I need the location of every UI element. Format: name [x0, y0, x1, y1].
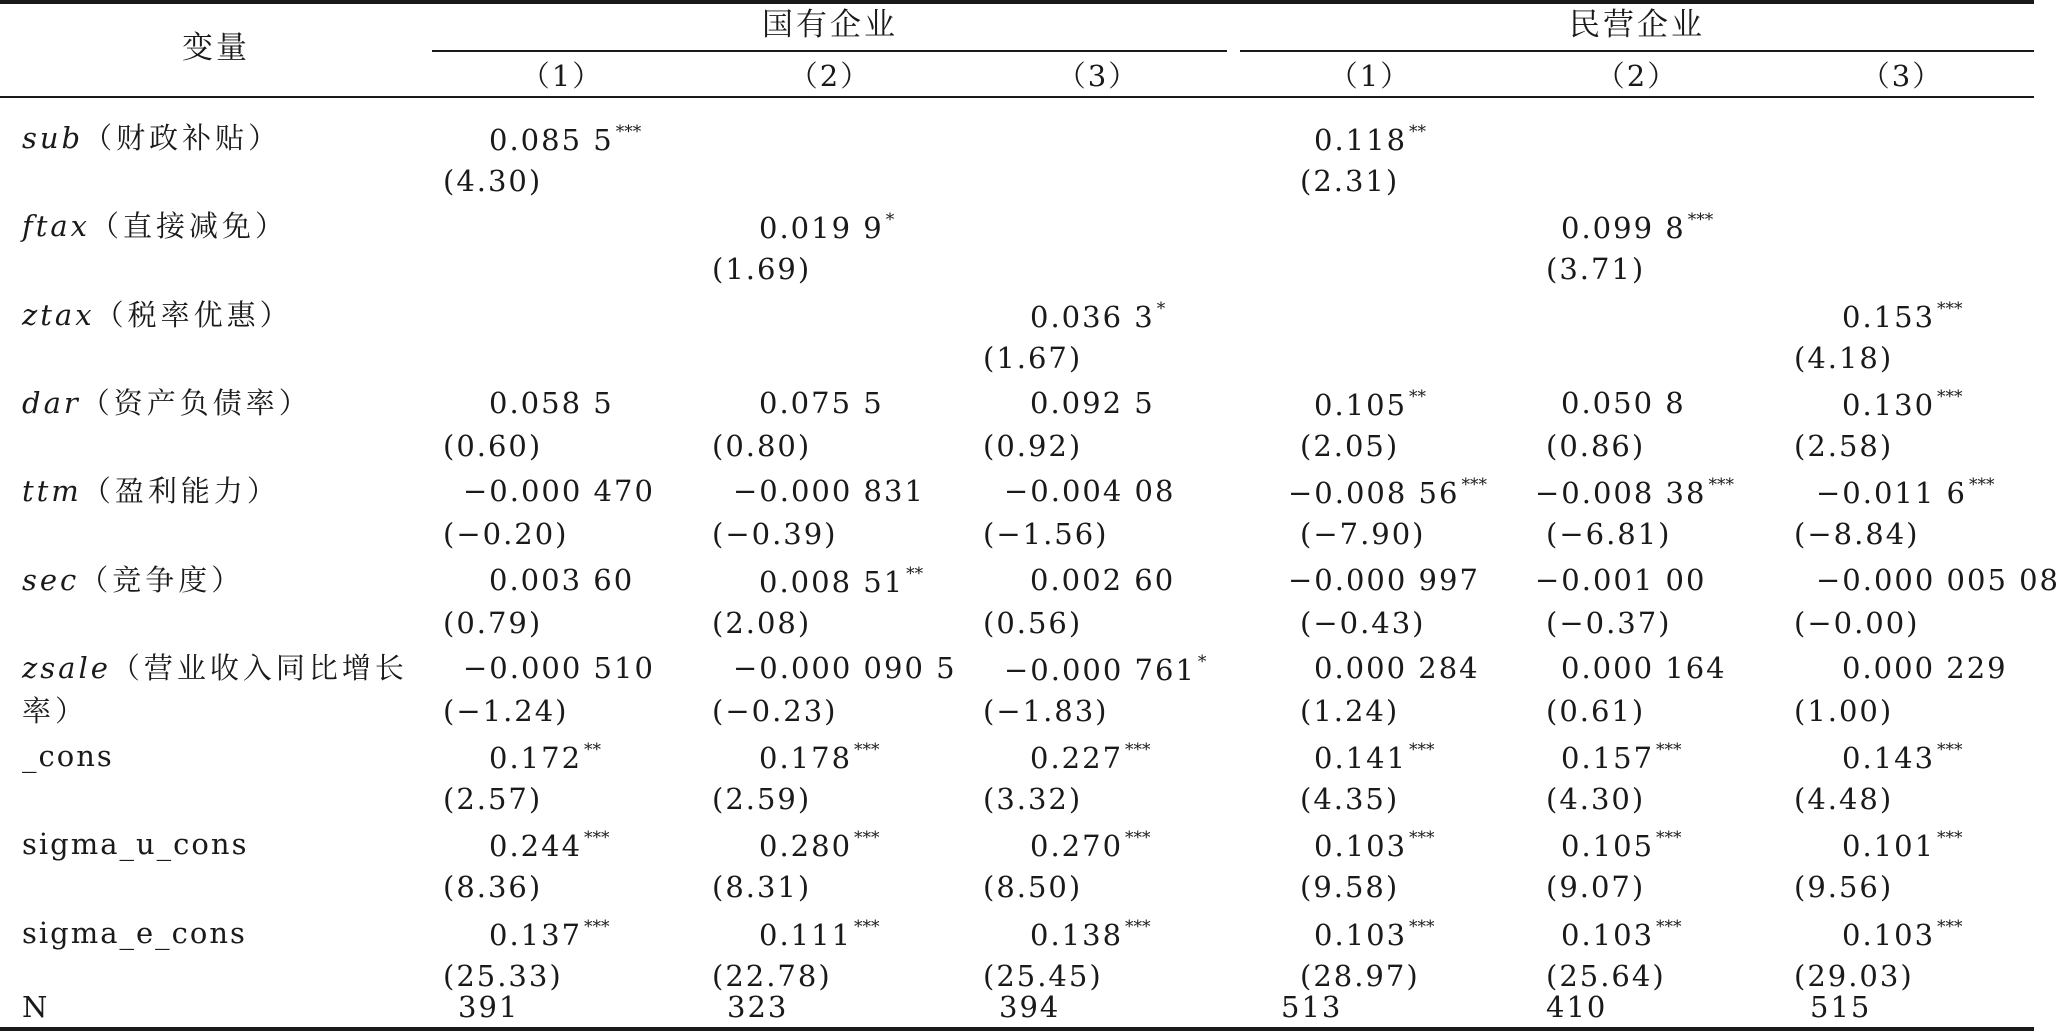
- variable-description: （税率优惠）: [94, 297, 293, 332]
- t-statistic: (4.35): [1300, 782, 1400, 817]
- variable-code: ttm: [22, 474, 82, 509]
- coefficient-value: 0.075 5: [759, 385, 884, 420]
- coefficient-value: −0.011 6 ***: [1816, 475, 1995, 511]
- t-statistic: (4.18): [1794, 340, 1894, 375]
- significance-stars: ***: [854, 740, 880, 761]
- variable-label: [22, 385, 312, 420]
- coefficient-value: 0.244 ***: [489, 828, 610, 864]
- t-statistic: (25.45): [983, 958, 1103, 993]
- significance-stars: ***: [1409, 740, 1435, 761]
- coefficient-value: 0.036 3 *: [1030, 298, 1166, 334]
- variable-description: （盈利能力）: [81, 474, 280, 509]
- significance-stars: ***: [1937, 916, 1963, 937]
- observations-count: 515: [1810, 990, 1872, 1024]
- group-header-private: 民营企业: [1569, 7, 1705, 43]
- significance-stars: *: [1197, 651, 1207, 672]
- t-statistic: (8.31): [712, 870, 812, 905]
- variable-code: sec: [22, 562, 80, 597]
- variable-label: _cons: [22, 739, 114, 774]
- t-statistic: (0.92): [983, 428, 1083, 463]
- t-statistic: (4.48): [1794, 782, 1894, 817]
- group-header-state: 国有企业: [762, 7, 898, 43]
- t-statistic: (2.08): [712, 605, 812, 640]
- coefficient-value: 0.105 ***: [1561, 828, 1682, 864]
- coefficient-value: 0.000 164: [1561, 650, 1727, 685]
- variable-description: （财政补贴）: [83, 121, 282, 155]
- significance-stars: ***: [1409, 916, 1435, 937]
- coefficient-value: 0.002 60: [1030, 562, 1176, 597]
- t-statistic: (−7.90): [1300, 517, 1426, 552]
- coefficient-value: 0.153 ***: [1842, 298, 1963, 334]
- significance-stars: ***: [1656, 916, 1682, 937]
- column-header: （2）: [1595, 59, 1679, 93]
- coefficient-value: 0.280 ***: [759, 828, 880, 864]
- significance-stars: ***: [584, 828, 610, 849]
- variable-code: ztax: [22, 297, 95, 332]
- t-statistic: (22.78): [712, 958, 832, 993]
- t-statistic: (0.56): [983, 605, 1083, 640]
- t-statistic: (9.56): [1794, 870, 1894, 905]
- significance-stars: ***: [1409, 828, 1435, 849]
- t-statistic: (−0.00): [1794, 605, 1920, 640]
- observations-count: 394: [999, 990, 1061, 1024]
- significance-stars: ***: [854, 916, 880, 937]
- variable-label: sigma_e_cons: [22, 915, 247, 950]
- t-statistic: (4.30): [1546, 782, 1646, 817]
- coefficient-value: −0.000 997: [1288, 562, 1480, 597]
- t-statistic: (0.61): [1546, 693, 1646, 728]
- significance-stars: ***: [1125, 916, 1151, 937]
- header-rule: [0, 96, 2034, 98]
- variable-code: ftax: [22, 209, 91, 244]
- t-statistic: (0.60): [443, 428, 543, 463]
- variable-description: （资产负债率）: [80, 385, 312, 420]
- coefficient-value: −0.000 831: [733, 474, 925, 509]
- coefficient-value: −0.000 761 *: [1004, 651, 1207, 687]
- coefficient-value: 0.058 5: [489, 385, 614, 420]
- coefficient-value: 0.111 ***: [759, 916, 880, 952]
- variable-label: [22, 650, 408, 685]
- coefficient-value: 0.172 **: [489, 740, 602, 776]
- significance-stars: ***: [1937, 386, 1963, 407]
- observations-count: 323: [727, 990, 789, 1024]
- t-statistic: (2.05): [1300, 428, 1400, 463]
- t-statistic: (−0.20): [443, 517, 569, 552]
- coefficient-value: 0.085 5 ***: [489, 122, 642, 157]
- coefficient-value: 0.157 ***: [1561, 740, 1682, 776]
- variable-label: [22, 474, 280, 509]
- t-statistic: (−0.43): [1300, 605, 1426, 640]
- significance-stars: *: [1156, 298, 1166, 319]
- t-statistic: (−1.83): [983, 693, 1109, 728]
- t-statistic: (3.32): [983, 782, 1083, 817]
- significance-stars: ***: [1687, 210, 1714, 231]
- coefficient-value: 0.000 284: [1314, 650, 1480, 685]
- t-statistic: (2.31): [1300, 164, 1400, 198]
- coefficient-value: 0.143 ***: [1842, 740, 1963, 776]
- t-statistic: (−6.81): [1546, 517, 1672, 552]
- coefficient-value: 0.008 51 **: [759, 563, 924, 599]
- coefficient-value: 0.103 ***: [1314, 916, 1435, 952]
- observations-count: 391: [458, 990, 520, 1024]
- t-statistic: (0.79): [443, 605, 543, 640]
- observations-count: 513: [1281, 990, 1343, 1024]
- coefficient-value: 0.103 ***: [1561, 916, 1682, 952]
- coefficient-value: 0.118 **: [1314, 122, 1427, 157]
- significance-stars: **: [584, 740, 602, 761]
- coefficient-value: 0.092 5: [1030, 385, 1155, 420]
- t-statistic: (−1.24): [443, 693, 569, 728]
- t-statistic: (9.58): [1300, 870, 1400, 905]
- variable-code: zsale: [22, 650, 111, 685]
- top-rule: [0, 0, 2034, 4]
- significance-stars: ***: [1708, 475, 1734, 496]
- group-rule-private: [1240, 50, 2034, 52]
- coefficient-value: −0.004 08: [1004, 474, 1176, 509]
- observations-label: N: [22, 990, 50, 1024]
- t-statistic: (2.59): [712, 782, 812, 817]
- variable-label: [22, 562, 245, 597]
- coefficient-value: 0.270 ***: [1030, 828, 1151, 864]
- coefficient-value: 0.101 ***: [1842, 828, 1963, 864]
- significance-stars: ***: [1656, 828, 1682, 849]
- variable-label-continued: 率）: [22, 693, 89, 728]
- significance-stars: ***: [615, 122, 642, 142]
- t-statistic: (2.58): [1794, 428, 1894, 463]
- t-statistic: (1.69): [712, 252, 812, 287]
- coefficient-value: 0.019 9 *: [759, 210, 895, 246]
- column-header: （1）: [1328, 59, 1412, 93]
- significance-stars: ***: [1125, 828, 1151, 849]
- coefficient-value: −0.000 005 08: [1816, 562, 2060, 597]
- group-rule-state: [432, 50, 1227, 52]
- t-statistic: (0.86): [1546, 428, 1646, 463]
- column-header: （3）: [1056, 59, 1140, 93]
- significance-stars: ***: [1937, 740, 1963, 761]
- coefficient-value: 0.138 ***: [1030, 916, 1151, 952]
- t-statistic: (8.36): [443, 870, 543, 905]
- coefficient-value: 0.178 ***: [759, 740, 880, 776]
- coefficient-value: −0.000 510: [463, 650, 655, 685]
- coefficient-value: −0.008 38 ***: [1535, 475, 1734, 511]
- significance-stars: ***: [584, 916, 610, 937]
- coefficient-value: 0.003 60: [489, 562, 635, 597]
- significance-stars: **: [906, 563, 924, 584]
- coefficient-value: −0.000 470: [463, 474, 655, 509]
- t-statistic: (25.64): [1546, 958, 1666, 993]
- coefficient-value: −0.008 56 ***: [1288, 475, 1487, 511]
- t-statistic: (0.80): [712, 428, 812, 463]
- variable-label: [22, 209, 289, 244]
- observations-count: 410: [1546, 990, 1608, 1024]
- bottom-rule: [0, 1027, 2034, 1031]
- significance-stars: **: [1409, 122, 1427, 142]
- coefficient-value: 0.103 ***: [1842, 916, 1963, 952]
- t-statistic: (−0.37): [1546, 605, 1672, 640]
- column-header: （3）: [1860, 59, 1944, 93]
- variable-code: dar: [22, 385, 81, 420]
- t-statistic: (25.33): [443, 958, 563, 993]
- significance-stars: ***: [1656, 740, 1682, 761]
- coefficient-value: 0.099 8 ***: [1561, 210, 1714, 246]
- significance-stars: ***: [1125, 740, 1151, 761]
- coefficient-value: 0.137 ***: [489, 916, 610, 952]
- coefficient-value: 0.141 ***: [1314, 740, 1435, 776]
- significance-stars: ***: [1937, 298, 1963, 319]
- variable-description: （竞争度）: [79, 562, 245, 597]
- column-header: （1）: [520, 59, 604, 93]
- coefficient-value: −0.001 00: [1535, 562, 1707, 597]
- significance-stars: *: [885, 210, 895, 231]
- t-statistic: (3.71): [1546, 252, 1646, 287]
- variable-description: （直接减免）: [90, 209, 289, 244]
- t-statistic: (4.30): [443, 164, 543, 198]
- column-header: （2）: [788, 59, 872, 93]
- coefficient-value: 0.000 229: [1842, 650, 2008, 685]
- t-statistic: (−8.84): [1794, 517, 1920, 552]
- t-statistic: (28.97): [1300, 958, 1420, 993]
- t-statistic: (−0.39): [712, 517, 838, 552]
- variable-code: sub: [22, 121, 84, 155]
- coefficient-value: −0.000 090 5: [733, 650, 957, 685]
- significance-stars: ***: [1937, 828, 1963, 849]
- coefficient-value: 0.050 8: [1561, 385, 1686, 420]
- t-statistic: (−0.23): [712, 693, 838, 728]
- variable-label: sigma_u_cons: [22, 827, 249, 862]
- coefficient-value: 0.105 **: [1314, 386, 1427, 422]
- coefficient-value: 0.103 ***: [1314, 828, 1435, 864]
- t-statistic: (1.67): [983, 340, 1083, 375]
- coefficient-value: 0.130 ***: [1842, 386, 1963, 422]
- significance-stars: ***: [1461, 475, 1487, 496]
- variable-description: （营业收入同比增长: [110, 650, 408, 685]
- significance-stars: ***: [854, 828, 880, 849]
- coefficient-value: 0.227 ***: [1030, 740, 1151, 776]
- significance-stars: **: [1409, 386, 1427, 407]
- t-statistic: (29.03): [1794, 958, 1914, 993]
- t-statistic: (1.00): [1794, 693, 1894, 728]
- significance-stars: ***: [1969, 475, 1995, 496]
- t-statistic: (2.57): [443, 782, 543, 817]
- variable-label: [22, 297, 293, 332]
- t-statistic: (9.07): [1546, 870, 1646, 905]
- t-statistic: (−1.56): [983, 517, 1109, 552]
- variable-header: 变量: [182, 30, 250, 66]
- t-statistic: (8.50): [983, 870, 1083, 905]
- variable-label: [22, 121, 282, 155]
- t-statistic: (1.24): [1300, 693, 1400, 728]
